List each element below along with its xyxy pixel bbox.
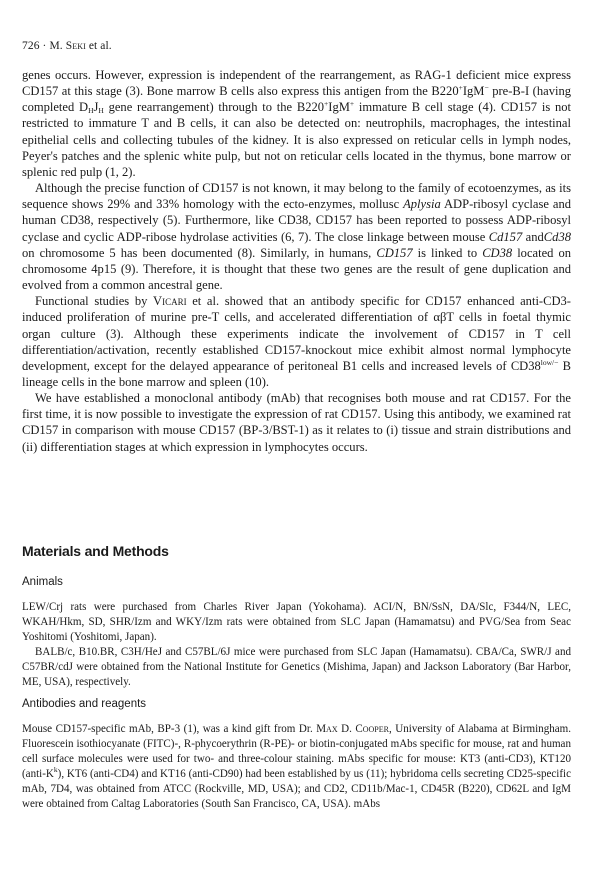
animals-text [22,600,571,690]
intro-paragraph-4: We have established a monoclonal antibody (mAb) that recognises both mouse and rat CD157. For the first time, it is now possible to investigate the expression of rat CD157. Using this antibody, we examined rat CD157 in comparison with mouse CD157 (BP-3/BST-1) as it relates to (i) tissue and strain distributions and (ii) differentiation stages at which expression in lymphocytes occurs. [22,391,571,454]
intro-paragraph-1: genes occurs. However, expression is independent of the rearrangement, as RAG-1 deficient mice express CD157 at this stage (3). Bone marrow B cells also express this antigen from the B220+IgM− pre-B-I (having completed $D_HJ_H$ gene rearrangement) through to the B220+IgM+ immature B cell stage (4). CD157 is not restricted to immature T and B cells, it can also be detected on: neutrophils, macrophages, the intestinal epithelial cells and collecting tubules of the kidney. It is also expressed on reticular cells in lymph nodes, Peyer's patches and the splenic white pulp, but not on reticular cells located in the thymus, bone marrow or splenic red pulp (1, 2). [22,68,572,179]
author-initial: M. [49,40,66,52]
subsection-heading-animals: Animals [22,576,63,588]
page-number: 726 [22,40,40,52]
running-header [22,40,112,52]
header-separator: · [39,40,50,52]
intro-paragraph-2: Although the precise function of CD157 is not known, it may belong to the family of ecotoenzymes, as its sequence shows 29% and 33% homology with the ecto-enzymes, mollusc Aplysia ADP-ribosyl cyclase and human CD38, respectively (5). Furthermore, like CD38, CD157 has been reported to possess ADP-ribosyl cyclase and cyclic ADP-ribose hydrolase activities (6, 7). The close linkage between mouse Cd157 andCd38 on chromosome 5 has been documented (8). Similarly, in humans, CD157 is linked to CD38 located on chromosome 4p15 (9). Therefore, it is thought that these two genes are the result of gene duplication and evolved from a common ancestral gene. [22,181,571,293]
author-name: Seki [65,40,86,52]
subsection-heading-antibodies: Antibodies and reagents [22,698,147,710]
section-heading-materials-methods: Materials and Methods [22,543,169,559]
intro-text [22,67,571,455]
antibodies-paragraph-1: Mouse CD157-specific mAb, BP-3 (1), was a kind gift from Dr. Max D. Cooper, University of Alabama at Birmingham. Fluorescein isothiocyanate (FITC)-, R-phycoerythrin (R-PE)- or biotin-conjugated mAbs specific for mouse, rat and human cell surface molecules were used for two- and three-colour staining. mAbs specific for mouse: KT3 (anti-CD3), KT120 $(anti-K^k)$, KT6 (anti-CD4) and KT16 (anti-CD90) had been established by us (11); hybridoma cells secreting CD25-specific mAb, 7D4, was obtained from ATCC (Rockville, MD, USA); and CD2, CD11b/Mac-1, CD45R (B220), CD62L and IgM were obtained from Caltag Laboratories (South San Francisco, CA, USA). mAbs [22,723,571,810]
author-suffix: et al. [85,40,112,52]
antibodies-text [22,722,571,812]
intro-paragraph-3: Functional studies by Vicari et al. showed that an antibody specific for CD157 enhanced anti-CD3-induced proliferation of murine pre-T cells, and accelerated differentiation of αβT cells in foetal thymic organ culture (3). Although these experiments indicate the involvement of CD157 in T cell differentiation/activation, recently established CD157-knockout mice exhibit almost normal lymphocyte development, except for the delayed appearance of peritoneal B1 cells and increased levels of $CD38^{low/-}$ B lineage cells in the bone marrow and spleen (10). [22,294,571,389]
animals-paragraph-1: LEW/Crj rats were purchased from Charles River Japan (Yokohama). ACI/N, BN/SsN, DA/Slc, F344/N, LEC, WKAH/Hkm, SD, SHR/Izm and WKY/Izm rats were obtained from SLC Japan (Hamamatsu) and PVG/Sea from Seac Yoshitomi (Yoshitomi, Japan). [22,601,571,643]
animals-paragraph-2: BALB/c, B10.BR, C3H/HeJ and C57BL/6J mice were purchased from SLC Japan (Hamamatsu). CBA/Ca, SWR/J and C57BR/cdJ were obtained from the National Institute for Genetics (Mishima, Japan) and Jackson Laboratory (Bar Harbor, ME, USA), respectively. [22,646,571,688]
